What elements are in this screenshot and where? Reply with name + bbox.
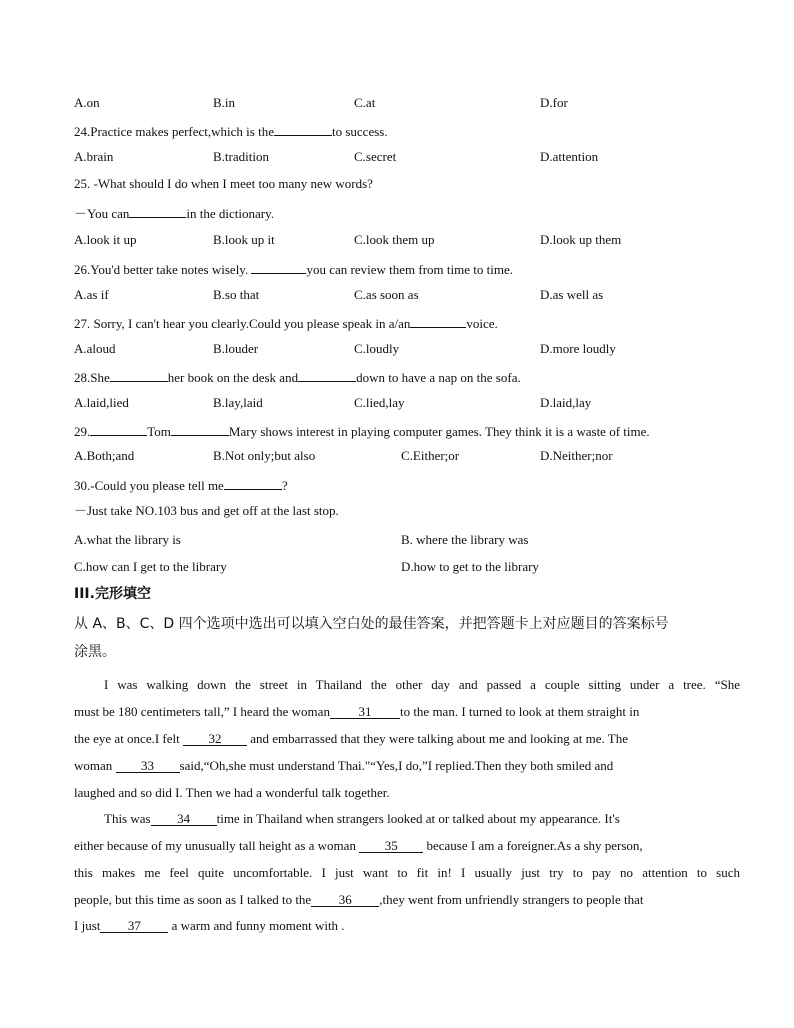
passage-text: This was (104, 811, 151, 826)
q28-option-b: B.lay,laid (213, 395, 263, 410)
q27-stem-text-end: voice. (466, 316, 498, 331)
passage-line (74, 704, 740, 720)
answer-blank (298, 368, 356, 382)
q28-stem-text-mid: her book on the desk and (167, 370, 299, 385)
q25-stem: 25. -What should I do when I meet too many new words? (74, 176, 373, 191)
passage-text: to the man. I turned to look at them straight in (399, 704, 640, 719)
q24-option-b: B.tradition (213, 149, 269, 164)
passage-line: laughed and so did I. Then we had a wonderful talk together. (74, 785, 390, 800)
answer-blank (171, 422, 229, 436)
q26-option-d: D.as well as (540, 287, 604, 302)
blank-37: 37 (100, 919, 168, 933)
q30-answer: －Just take NO.103 bus and get off at the last stop. (74, 503, 339, 518)
q28-stem-text-end: down to have a nap on the sofa. (356, 370, 521, 385)
passage-text: ,they went from unfriendly strangers to people that (379, 892, 644, 907)
blank-31: 31 (330, 705, 400, 719)
passage-text: either because of my unusually tall height as a woman (74, 838, 356, 853)
q24-stem-text: 24.Practice makes perfect,which is the (74, 124, 274, 139)
q30-option-a: A.what the library is (74, 532, 181, 547)
q29-stem (74, 422, 650, 440)
q30-stem-text-end: ? (281, 478, 288, 493)
q27-option-c: C.loudly (354, 341, 400, 356)
q24-option-c: C.secret (354, 149, 397, 164)
passage-text: said,“Oh,she must understand Thai."“Yes,I do,”I replied.Then they both smiled and (179, 758, 614, 773)
q27-option-a: A.aloud (74, 341, 116, 356)
answer-blank (274, 122, 332, 136)
q25-answer (74, 204, 274, 222)
answer-blank (129, 204, 186, 218)
q30-option-b: B. where the library was (401, 532, 529, 547)
q26-option-b: B.so that (213, 287, 260, 302)
q29-option-c: C.Either;or (401, 448, 460, 463)
answer-blank (251, 260, 306, 274)
q29-stem-text: 29. (74, 424, 91, 439)
section-instruction-line-1: 从 A、B、C、D 四个选项中选出可以填入空白处的最佳答案，并把答题卡上对应题目的答案标号 (74, 616, 669, 632)
passage-text: a warm and funny moment with . (171, 918, 345, 933)
q26-option-c: C.as soon as (354, 287, 419, 302)
q30-stem-text: 30.-Could you please tell me (74, 478, 224, 493)
q27-stem-text: 27. Sorry, I can't hear you clearly.Could you please speak in a/an (74, 316, 411, 331)
q24-stem (74, 122, 388, 140)
q28-option-d: D.laid,lay (540, 395, 592, 410)
passage-line (74, 731, 740, 747)
q26-stem-text-end: you can review them from time to time. (306, 262, 513, 277)
blank-34: 34 (151, 812, 217, 826)
answer-blank (110, 368, 168, 382)
blank-32: 32 (183, 732, 247, 746)
passage-text: because I am a foreigner.As a shy person, (426, 838, 643, 853)
q28-stem (74, 368, 521, 386)
q30-option-c: C.how can I get to the library (74, 559, 227, 574)
passage-text: the eye at once.I felt (74, 731, 180, 746)
q24-stem-text-end: to success. (331, 124, 388, 139)
q27-stem (74, 314, 498, 332)
q23-option-b: B.in (213, 95, 236, 110)
passage-text: people, but this time as soon as I talked to the (74, 892, 312, 907)
passage-text: must be 180 centimeters tall,” I heard the woman (74, 704, 330, 719)
blank-35: 35 (359, 839, 423, 853)
q23-option-a: A.on (74, 95, 100, 110)
q23-option-c: C.at (354, 95, 376, 110)
passage-text: woman (74, 758, 113, 773)
q29-stem-text-mid: Tom (147, 424, 171, 439)
q28-option-c: C.lied,lay (354, 395, 405, 410)
answer-blank (90, 422, 147, 436)
passage-line (74, 918, 740, 934)
q26-stem (74, 260, 513, 278)
section-title: III.完形填空 (74, 586, 151, 602)
q25-option-c: C.look them up (354, 232, 435, 247)
q26-option-a: A.as if (74, 287, 109, 302)
q29-option-b: B.Not only;but also (213, 448, 316, 463)
passage-line: I was walking down the street in Thailand the other day and passed a couple sitting under a tree. “She (104, 677, 740, 692)
q25-answer-text-end: in the dictionary. (186, 206, 274, 221)
blank-33: 33 (116, 759, 180, 773)
passage-line (104, 811, 740, 827)
q29-stem-text-end: Mary shows interest in playing computer games. They think it is a waste of time. (228, 424, 650, 439)
passage-line (74, 838, 740, 854)
q28-option-a: A.laid,lied (74, 395, 129, 410)
q28-stem-text: 28.She (74, 370, 110, 385)
q26-stem-text: 26.You'd better take notes wisely. (74, 262, 249, 277)
passage-line (74, 892, 740, 908)
q25-option-a: A.look it up (74, 232, 137, 247)
q29-option-a: A.Both;and (74, 448, 135, 463)
q25-option-d: D.look up them (540, 232, 622, 247)
answer-blank (410, 314, 466, 328)
q29-option-d: D.Neither;nor (540, 448, 613, 463)
section-instruction-line-2: 涂黑。 (74, 644, 116, 660)
answer-blank (224, 476, 282, 490)
passage-text: I just (74, 918, 101, 933)
q27-option-b: B.louder (213, 341, 259, 356)
q27-option-d: D.more loudly (540, 341, 616, 356)
blank-36: 36 (311, 893, 379, 907)
q30-option-d: D.how to get to the library (401, 559, 539, 574)
q30-stem (74, 476, 288, 494)
q23-option-d: D.for (540, 95, 568, 110)
passage-line (74, 758, 740, 774)
q25-option-b: B.look up it (213, 232, 275, 247)
q24-option-d: D.attention (540, 149, 599, 164)
passage-line: this makes me feel quite uncomfortable. I just want to fit in! I usually just try to pay no attention to such (74, 865, 740, 880)
q25-answer-text: －You can (74, 206, 130, 221)
passage-text: and embarrassed that they were talking about me and looking at me. The (250, 731, 628, 746)
q24-option-a: A.brain (74, 149, 114, 164)
passage-text: time in Thailand when strangers looked at or talked about my appearance. It's (216, 811, 620, 826)
